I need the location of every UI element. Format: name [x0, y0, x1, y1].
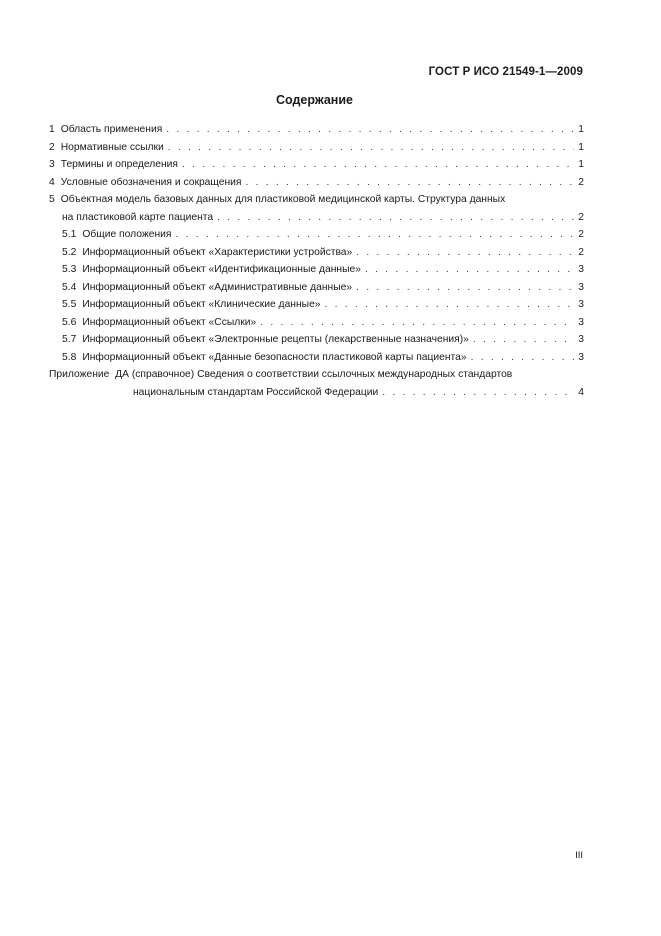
- toc-item-number: 5.5: [62, 299, 77, 310]
- toc-item[interactable]: [49, 121, 584, 139]
- toc-item-label: Информационный объект «Административные данные»: [82, 281, 353, 293]
- toc-subitem[interactable]: [49, 279, 584, 297]
- toc-item[interactable]: [49, 174, 584, 192]
- toc-item-label-cont: на пластиковой карте пациента: [62, 211, 214, 223]
- toc-appendix-line2[interactable]: [49, 384, 584, 402]
- toc-item-page: 2: [578, 229, 584, 240]
- dot-leader: [382, 384, 574, 402]
- dot-leader: [471, 349, 574, 367]
- toc-item-number: 3: [49, 159, 55, 170]
- toc-appendix-label-cont: национальным стандартам Российской Федерации: [133, 386, 379, 398]
- dot-leader: [356, 244, 574, 262]
- toc-item-page: 2: [578, 211, 584, 223]
- toc-item-page: 3: [578, 299, 584, 310]
- table-of-contents: [49, 121, 584, 401]
- toc-item-line1[interactable]: [49, 191, 584, 209]
- toc-item-label: Информационный объект «Данные безопасности пластиковой карты пациента»: [82, 351, 467, 363]
- toc-item-page: 1: [578, 124, 584, 135]
- toc-item-number: 5: [49, 194, 55, 205]
- document-code: ГОСТ Р ИСО 21549-1—2009: [428, 66, 583, 78]
- toc-item-number: 5.3: [62, 264, 77, 275]
- toc-title: Содержание: [275, 93, 353, 107]
- toc-item-page: 3: [578, 334, 584, 345]
- toc-subitem[interactable]: [49, 244, 584, 262]
- toc-appendix-line1[interactable]: [49, 366, 584, 384]
- toc-item-label: Объектная модель базовых данных для пластиковой медицинской карты. Структура данных: [60, 194, 506, 205]
- toc-item-label: Нормативные ссылки: [60, 141, 164, 153]
- toc-item-number: 5.6: [62, 316, 77, 328]
- toc-item-number: 2: [49, 141, 55, 153]
- toc-item-page: 3: [578, 316, 584, 328]
- toc-item-label: Область применения: [60, 124, 163, 135]
- toc-item-page: 1: [578, 159, 584, 170]
- toc-item-label: Информационный объект «Электронные рецепты (лекарственные назначения)»: [82, 334, 469, 345]
- toc-item-number: 5.1: [62, 229, 77, 240]
- toc-subitem[interactable]: [49, 314, 584, 332]
- dot-leader: [356, 279, 574, 297]
- toc-item-label: Информационный объект «Идентификационные данные»: [82, 264, 361, 275]
- toc-item-page: 3: [578, 264, 584, 275]
- toc-subitem[interactable]: [49, 331, 584, 349]
- dot-leader: [260, 314, 574, 332]
- toc-item-number: 5.2: [62, 246, 77, 258]
- toc-item-number: 4: [49, 176, 55, 188]
- toc-item-page: 3: [578, 281, 584, 293]
- toc-item-label: Информационный объект «Клинические данные»: [82, 299, 321, 310]
- page-number: III: [575, 850, 583, 861]
- toc-item-page: 3: [578, 351, 584, 363]
- toc-item-label: Общие положения: [82, 229, 172, 240]
- toc-subitem[interactable]: [49, 296, 584, 314]
- toc-appendix-label: Приложение ДА (справочное) Сведения о соответствии ссылочных международных стандартов: [49, 369, 513, 380]
- dot-leader: [176, 226, 575, 244]
- toc-item-number: 5.7: [62, 334, 77, 345]
- dot-leader: [217, 209, 574, 227]
- dot-leader: [365, 261, 574, 279]
- toc-subitem[interactable]: [49, 349, 584, 367]
- toc-item[interactable]: [49, 139, 584, 157]
- toc-item-label: Условные обозначения и сокращения: [60, 176, 242, 188]
- toc-item-label: Информационный объект «Характеристики устройства»: [82, 246, 353, 258]
- toc-item-number: 1: [49, 124, 55, 135]
- toc-subitem[interactable]: [49, 261, 584, 279]
- toc-item-line2[interactable]: [49, 209, 584, 227]
- dot-leader: [166, 121, 574, 139]
- dot-leader: [246, 174, 575, 192]
- toc-item-number: 5.8: [62, 351, 77, 363]
- toc-item-label: Термины и определения: [60, 159, 178, 170]
- toc-item[interactable]: [49, 156, 584, 174]
- toc-item-page: 1: [578, 141, 584, 153]
- toc-item-page: 2: [578, 176, 584, 188]
- dot-leader: [182, 156, 574, 174]
- dot-leader: [473, 331, 574, 349]
- toc-item-label: Информационный объект «Ссылки»: [82, 316, 257, 328]
- toc-item-page: 2: [578, 246, 584, 258]
- toc-item-number: 5.4: [62, 281, 77, 293]
- dot-leader: [325, 296, 574, 314]
- dot-leader: [168, 139, 574, 157]
- toc-appendix-page: 4: [578, 386, 584, 398]
- toc-subitem[interactable]: [49, 226, 584, 244]
